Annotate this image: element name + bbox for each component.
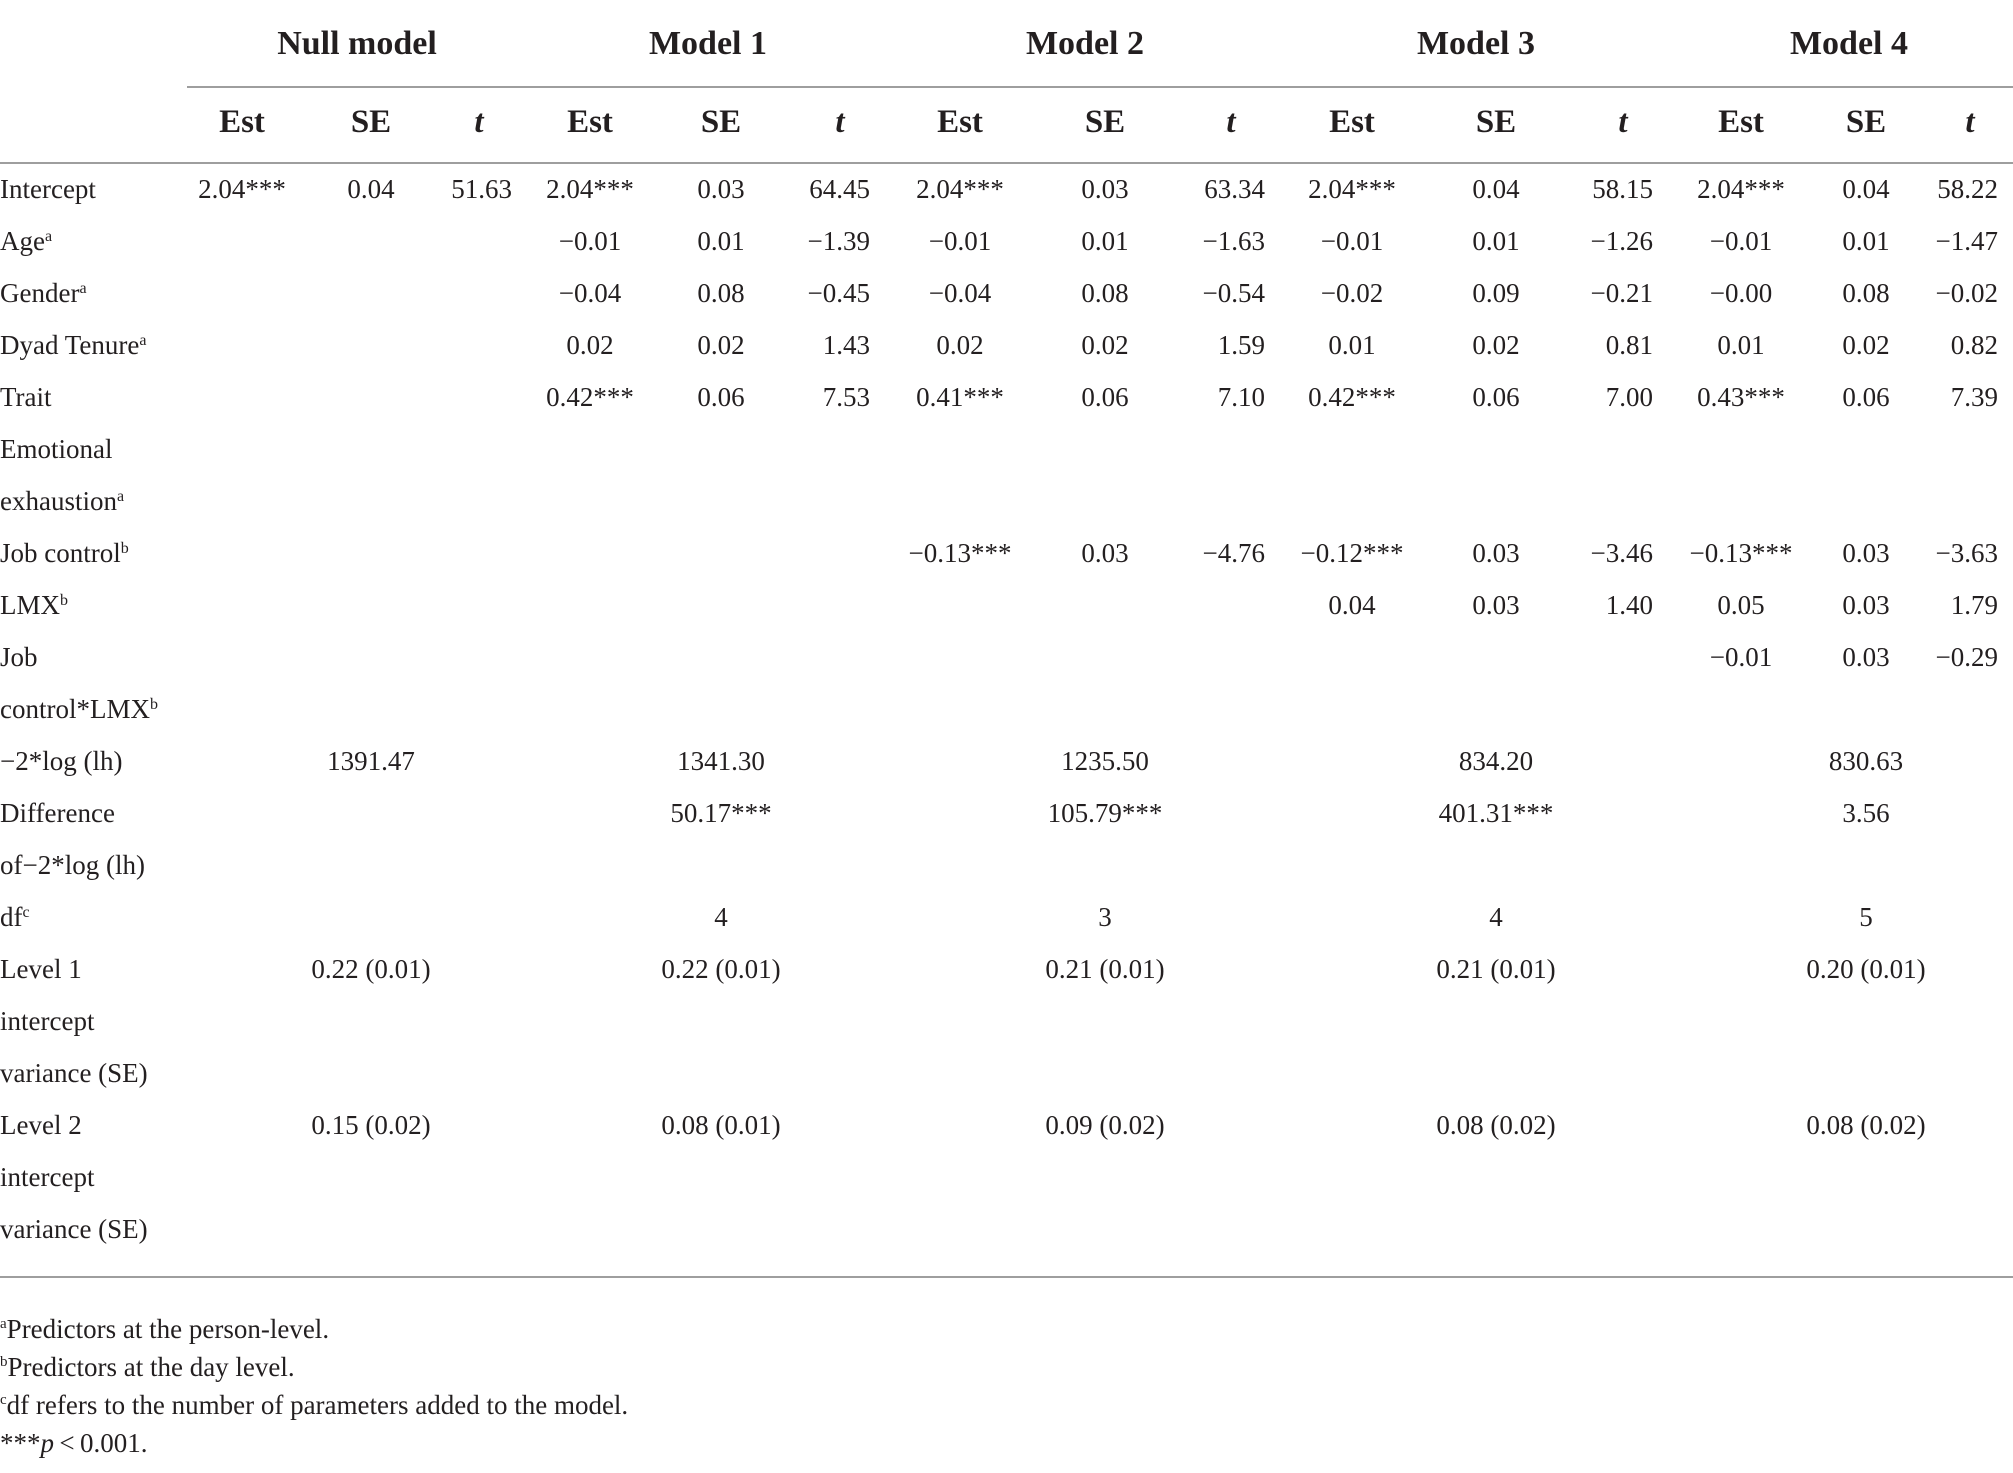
table-cell: 0.22 (0.01) <box>661 954 781 984</box>
table-cell: 58.15 <box>1592 174 1653 204</box>
row-label: Emotional <box>0 434 113 464</box>
row-label: LMX$^b$ <box>0 590 68 620</box>
table-cell: 0.82 <box>1950 330 1998 360</box>
table-cell: 0.02 <box>566 330 614 360</box>
column-header: Est <box>937 104 983 140</box>
table-cell: 4 <box>1489 902 1503 932</box>
column-header: t <box>1965 104 1975 140</box>
table-cell: 0.09 (0.02) <box>1045 1110 1165 1140</box>
row-label: $df^c$ <box>0 902 30 932</box>
table-cell: 0.21 (0.01) <box>1436 954 1556 984</box>
table-cell: 0.22 (0.01) <box>311 954 431 984</box>
table-cell: 0.03 <box>1472 590 1520 620</box>
table-cell: 0.06 <box>1081 382 1129 412</box>
table-cell: −0.04 <box>928 278 992 308</box>
table-cell: −1.26 <box>1590 226 1653 256</box>
table-cell: 1.40 <box>1605 590 1653 620</box>
row-label: Dyad Tenure$^a$ <box>0 330 147 360</box>
table-cell: 7.53 <box>822 382 870 412</box>
table-cell: 0.01 <box>1717 330 1765 360</box>
column-header: t <box>835 104 845 140</box>
table-cell: 2.04*** <box>546 174 634 204</box>
table-cell: 50.17*** <box>670 798 772 828</box>
column-header: SE <box>1084 104 1126 140</box>
column-header: Est <box>219 104 265 140</box>
row-label: variance (SE) <box>0 1214 148 1244</box>
table-cell: 0.03 <box>1081 174 1129 204</box>
table-cell: 5 <box>1859 902 1873 932</box>
table-cell: −3.46 <box>1590 538 1653 568</box>
table-cell: −1.47 <box>1935 226 1998 256</box>
table-cell: −1.63 <box>1202 226 1265 256</box>
table-cell: 0.04 <box>1472 174 1520 204</box>
table-cell: −0.13*** <box>908 538 1012 568</box>
table-cell: 0.02 <box>697 330 745 360</box>
table-cell: 3.56 <box>1842 798 1890 828</box>
table-cell: −0.04 <box>558 278 622 308</box>
table-cell: 0.08 (0.02) <box>1436 1110 1556 1140</box>
table-cell: −0.29 <box>1935 642 1998 672</box>
table-cell: 0.09 <box>1472 278 1520 308</box>
footnote: $^c$df refers to the number of parameters added to the model. <box>0 1390 629 1420</box>
footnote: $^a$Predictors at the person-level. <box>0 1314 330 1344</box>
table-cell: 0.08 (0.02) <box>1806 1110 1926 1140</box>
table-cell: 0.05 <box>1717 590 1765 620</box>
table-cell: 0.81 <box>1605 330 1653 360</box>
table-cell: 0.06 <box>1842 382 1890 412</box>
table-cell: −0.01 <box>1709 642 1773 672</box>
column-header: SE <box>1845 104 1887 140</box>
table-cell: −4.76 <box>1202 538 1265 568</box>
table-cell: −0.02 <box>1320 278 1384 308</box>
column-header: Est <box>1329 104 1375 140</box>
top-rule-under-models <box>187 86 2013 88</box>
table-cell: 0.03 <box>1081 538 1129 568</box>
footnote: $^b$Predictors at the day level. <box>0 1352 295 1382</box>
table-cell: −0.01 <box>558 226 622 256</box>
table-cell: −1.39 <box>807 226 870 256</box>
column-header: Est <box>567 104 613 140</box>
row-label: Job <box>0 642 38 672</box>
bottom-rule <box>0 1276 2013 1278</box>
table-cell: 0.01 <box>1328 330 1376 360</box>
model-header: Null model <box>277 25 437 62</box>
table-cell: 2.04*** <box>1308 174 1396 204</box>
table-cell: 0.42*** <box>546 382 634 412</box>
column-header: SE <box>1475 104 1517 140</box>
row-label: Job control$^b$ <box>0 538 129 568</box>
table-cell: 0.04 <box>347 174 395 204</box>
table-cell: 0.04 <box>1328 590 1376 620</box>
table-cell: 0.15 (0.02) <box>311 1110 431 1140</box>
table-cell: 0.01 <box>1472 226 1520 256</box>
model-header: Model 1 <box>648 25 768 62</box>
table-cell: 64.45 <box>809 174 870 204</box>
row-label: variance (SE) <box>0 1058 148 1088</box>
table-cell: 1391.47 <box>327 746 415 776</box>
table-cell: 0.03 <box>1472 538 1520 568</box>
table-cell: 1235.50 <box>1061 746 1149 776</box>
table-cell: 1341.30 <box>677 746 765 776</box>
table-cell: 0.08 <box>1842 278 1890 308</box>
footnote: ***p < 0.001. <box>0 1428 148 1458</box>
table-cell: 58.22 <box>1937 174 1998 204</box>
table-cell: 0.42*** <box>1308 382 1396 412</box>
table-cell: 0.01 <box>1081 226 1129 256</box>
table-cell: 0.04 <box>1842 174 1890 204</box>
header-rule <box>0 162 2013 164</box>
table-cell: −0.01 <box>1709 226 1773 256</box>
table-cell: 1.79 <box>1950 590 1998 620</box>
model-header: Model 3 <box>1416 25 1536 62</box>
table-cell: −0.13*** <box>1689 538 1793 568</box>
table-cell: −0.54 <box>1202 278 1265 308</box>
table-cell: 0.06 <box>697 382 745 412</box>
table-cell: 4 <box>714 902 728 932</box>
table-cell: 0.02 <box>1081 330 1129 360</box>
row-label: Level 2 <box>0 1110 82 1140</box>
table-cell: −0.45 <box>807 278 870 308</box>
table-cell: 2.04*** <box>1697 174 1785 204</box>
table-cell: 7.39 <box>1950 382 1998 412</box>
table-cell: 105.79*** <box>1047 798 1163 828</box>
table-cell: 830.63 <box>1828 746 1904 776</box>
table-cell: −0.12*** <box>1300 538 1404 568</box>
row-label: Difference <box>0 798 115 828</box>
row-label: −2*log (lh) <box>0 746 123 776</box>
table-cell: 834.20 <box>1458 746 1534 776</box>
table-cell: 0.06 <box>1472 382 1520 412</box>
table-cell: −0.01 <box>1320 226 1384 256</box>
table-cell: 7.10 <box>1217 382 1265 412</box>
table-cell: 0.20 (0.01) <box>1806 954 1926 984</box>
model-header: Model 2 <box>1025 25 1145 62</box>
row-label: Age$^a$ <box>0 226 53 256</box>
column-header: SE <box>350 104 392 140</box>
column-header: SE <box>700 104 742 140</box>
row-label: intercept <box>0 1162 95 1192</box>
column-header: t <box>474 104 484 140</box>
table-cell: −0.00 <box>1709 278 1773 308</box>
table-cell: 0.01 <box>697 226 745 256</box>
table-cell: 0.03 <box>1842 642 1890 672</box>
table-cell: 0.03 <box>1842 590 1890 620</box>
table-cell: 1.43 <box>822 330 870 360</box>
row-label: of−2*log (lh) <box>0 850 145 880</box>
table-cell: 0.01 <box>1842 226 1890 256</box>
table-cell: 0.02 <box>1842 330 1890 360</box>
table-cell: 0.21 (0.01) <box>1045 954 1165 984</box>
row-label: Gender$^a$ <box>0 278 87 308</box>
table-cell: 0.02 <box>1472 330 1520 360</box>
table-cell: 0.43*** <box>1697 382 1785 412</box>
table-cell: 0.41*** <box>916 382 1004 412</box>
table-cell: 63.34 <box>1204 174 1265 204</box>
column-header: t <box>1618 104 1628 140</box>
table-cell: −0.21 <box>1590 278 1653 308</box>
row-label: intercept <box>0 1006 95 1036</box>
table-cell: 0.08 <box>1081 278 1129 308</box>
table-cell: 0.03 <box>1842 538 1890 568</box>
table-cell: −0.02 <box>1935 278 1998 308</box>
row-label: Intercept <box>0 174 96 204</box>
row-label: exhaustion$^a$ <box>0 486 125 516</box>
table-cell: 401.31*** <box>1438 798 1554 828</box>
column-header: Est <box>1718 104 1764 140</box>
row-label: control*LMX$^b$ <box>0 694 158 724</box>
table-cell: 0.08 (0.01) <box>661 1110 781 1140</box>
table-cell: −0.01 <box>928 226 992 256</box>
table-cell: 0.02 <box>936 330 984 360</box>
table-cell: −3.63 <box>1935 538 1998 568</box>
row-label: Trait <box>0 382 52 412</box>
column-header: t <box>1226 104 1236 140</box>
model-header: Model 4 <box>1789 25 1909 62</box>
table-cell: 7.00 <box>1605 382 1653 412</box>
table-cell: 0.03 <box>697 174 745 204</box>
table-cell: 3 <box>1098 902 1112 932</box>
table-cell: 51.63 <box>451 174 512 204</box>
table-cell: 0.08 <box>697 278 745 308</box>
table-cell: 1.59 <box>1217 330 1265 360</box>
table-cell: 2.04*** <box>198 174 286 204</box>
table-cell: 2.04*** <box>916 174 1004 204</box>
row-label: Level 1 <box>0 954 82 984</box>
